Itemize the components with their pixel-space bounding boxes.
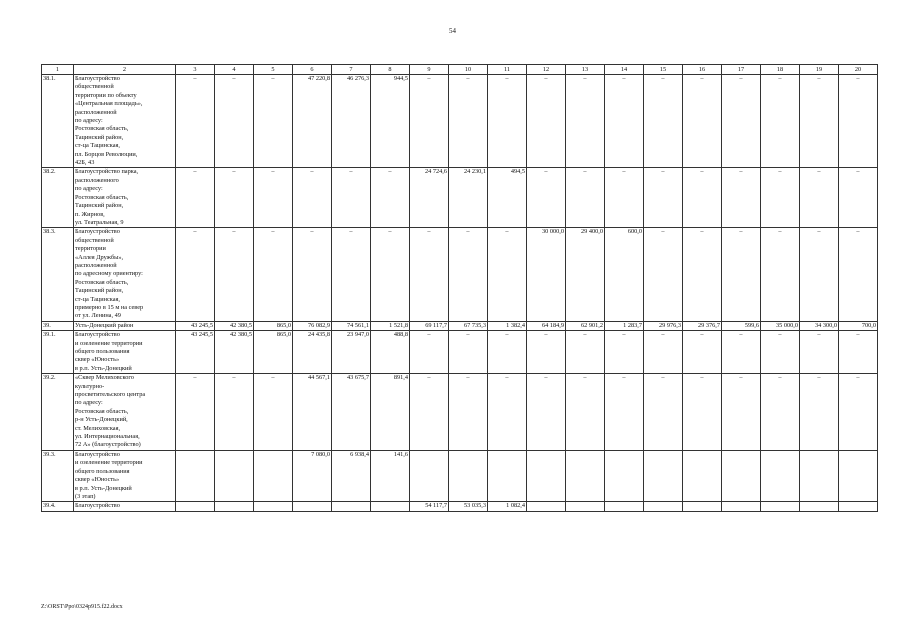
value-cell: 865,0	[254, 331, 293, 374]
value-cell	[371, 502, 410, 511]
row-number: 38.3.	[42, 228, 74, 321]
value-cell: –	[254, 75, 293, 168]
object-name: Благоустройство общественной территории по объекту «Центральная площадь», расположенной по адресу: Ростовская область, Тацинский район, ст-ца Тацинская, пл. Борцов Революции, 42Б, 43	[74, 75, 176, 168]
column-number: 16	[683, 65, 722, 75]
column-number: 2	[74, 65, 176, 75]
value-cell: 24 230,1	[449, 168, 488, 228]
row-number: 39.4.	[42, 502, 74, 511]
value-cell: –	[254, 228, 293, 321]
value-cell	[176, 450, 215, 501]
value-cell	[488, 450, 527, 501]
column-number: 6	[293, 65, 332, 75]
value-cell: –	[644, 75, 683, 168]
value-cell: 141,6	[371, 450, 410, 501]
value-cell: –	[293, 228, 332, 321]
value-cell	[254, 450, 293, 501]
column-number-header	[42, 65, 878, 75]
object-name: Благоустройство общественной территории «Аллея Дружбы», расположенной по адресному ориентиру: Ростовская область, Тацинский район, ст-ца Тацинская, примерно в 15 м на север от ул. Ленина, 49	[74, 228, 176, 321]
column-number: 10	[449, 65, 488, 75]
value-cell: –	[800, 331, 839, 374]
value-cell: –	[410, 75, 449, 168]
value-cell: –	[566, 331, 605, 374]
value-cell: 600,0	[605, 228, 644, 321]
value-cell	[839, 450, 878, 501]
value-cell	[683, 502, 722, 511]
value-cell: –	[488, 374, 527, 451]
value-cell: –	[605, 168, 644, 228]
value-cell: –	[839, 331, 878, 374]
value-cell	[566, 450, 605, 501]
value-cell: –	[800, 374, 839, 451]
value-cell: –	[215, 228, 254, 321]
value-cell: –	[527, 168, 566, 228]
value-cell: –	[644, 228, 683, 321]
column-number: 11	[488, 65, 527, 75]
value-cell: –	[800, 168, 839, 228]
object-name: Благоустройство и озеленение территории общего пользования сквер «Юность» в р.п. Усть-Донецкий	[74, 331, 176, 374]
value-cell	[215, 502, 254, 511]
value-cell	[527, 502, 566, 511]
value-cell: –	[332, 168, 371, 228]
value-cell: –	[722, 228, 761, 321]
value-cell: 488,8	[371, 331, 410, 374]
value-cell	[293, 502, 332, 511]
value-cell: –	[410, 331, 449, 374]
value-cell: –	[839, 228, 878, 321]
value-cell: 1 082,4	[488, 502, 527, 511]
value-cell	[176, 502, 215, 511]
row-number: 39.3.	[42, 450, 74, 501]
value-cell: 7 080,0	[293, 450, 332, 501]
value-cell: 599,6	[722, 321, 761, 330]
value-cell	[566, 502, 605, 511]
column-number: 4	[215, 65, 254, 75]
value-cell	[644, 450, 683, 501]
value-cell	[644, 502, 683, 511]
value-cell: –	[605, 75, 644, 168]
value-cell: –	[254, 168, 293, 228]
value-cell: –	[605, 374, 644, 451]
value-cell: –	[839, 374, 878, 451]
value-cell: –	[722, 168, 761, 228]
value-cell: 865,0	[254, 321, 293, 330]
value-cell: 1 521,8	[371, 321, 410, 330]
value-cell: –	[761, 75, 800, 168]
value-cell: –	[215, 75, 254, 168]
value-cell: –	[215, 374, 254, 451]
value-cell: 494,5	[488, 168, 527, 228]
column-number: 5	[254, 65, 293, 75]
value-cell: –	[722, 374, 761, 451]
value-cell: 46 276,3	[332, 75, 371, 168]
column-number: 17	[722, 65, 761, 75]
value-cell: 30 000,0	[527, 228, 566, 321]
value-cell: 64 184,9	[527, 321, 566, 330]
value-cell: –	[176, 228, 215, 321]
value-cell: 67 735,3	[449, 321, 488, 330]
value-cell: 6 938,4	[332, 450, 371, 501]
value-cell: 62 901,2	[566, 321, 605, 330]
table-row	[42, 228, 878, 321]
value-cell: –	[488, 228, 527, 321]
value-cell: 43 245,5	[176, 331, 215, 374]
value-cell: 43 675,7	[332, 374, 371, 451]
column-number: 1	[42, 65, 74, 75]
value-cell: –	[566, 374, 605, 451]
value-cell: 76 082,9	[293, 321, 332, 330]
column-number: 7	[332, 65, 371, 75]
value-cell: –	[449, 228, 488, 321]
value-cell: –	[683, 374, 722, 451]
value-cell: 69 117,7	[410, 321, 449, 330]
file-path: Z:\ORST\Ppo\0324p915.f22.docx	[41, 604, 123, 610]
value-cell: 700,0	[839, 321, 878, 330]
value-cell: –	[683, 228, 722, 321]
budget-table	[41, 64, 878, 512]
value-cell: –	[761, 228, 800, 321]
value-cell: –	[527, 374, 566, 451]
value-cell: –	[488, 331, 527, 374]
value-cell: –	[176, 374, 215, 451]
value-cell: –	[644, 331, 683, 374]
value-cell: –	[761, 331, 800, 374]
value-cell: 891,4	[371, 374, 410, 451]
value-cell	[761, 502, 800, 511]
value-cell: –	[449, 374, 488, 451]
value-cell	[332, 502, 371, 511]
table-row	[42, 321, 878, 330]
value-cell: –	[839, 75, 878, 168]
column-number: 9	[410, 65, 449, 75]
value-cell: –	[293, 168, 332, 228]
value-cell: –	[527, 331, 566, 374]
value-cell: –	[449, 331, 488, 374]
value-cell	[800, 502, 839, 511]
row-number: 39.2.	[42, 374, 74, 451]
column-number: 15	[644, 65, 683, 75]
value-cell	[254, 502, 293, 511]
value-cell	[410, 450, 449, 501]
value-cell: –	[722, 331, 761, 374]
value-cell	[527, 450, 566, 501]
value-cell	[605, 502, 644, 511]
column-number: 18	[761, 65, 800, 75]
page-number: 54	[449, 27, 456, 35]
object-name: Благоустройство	[74, 502, 176, 511]
row-number: 38.1.	[42, 75, 74, 168]
column-number: 19	[800, 65, 839, 75]
row-number: 38.2.	[42, 168, 74, 228]
column-number: 13	[566, 65, 605, 75]
value-cell: –	[254, 374, 293, 451]
value-cell: –	[215, 168, 254, 228]
value-cell	[800, 450, 839, 501]
value-cell: –	[566, 75, 605, 168]
value-cell: –	[761, 374, 800, 451]
value-cell	[722, 502, 761, 511]
value-cell: 44 567,1	[293, 374, 332, 451]
value-cell	[839, 502, 878, 511]
value-cell	[215, 450, 254, 501]
column-number: 8	[371, 65, 410, 75]
table-row	[42, 331, 878, 374]
value-cell: –	[644, 374, 683, 451]
value-cell: –	[761, 168, 800, 228]
value-cell: –	[410, 374, 449, 451]
table-row	[42, 374, 878, 451]
value-cell: –	[332, 228, 371, 321]
value-cell: –	[683, 168, 722, 228]
value-cell: –	[683, 75, 722, 168]
column-number: 14	[605, 65, 644, 75]
column-number: 12	[527, 65, 566, 75]
value-cell: –	[644, 168, 683, 228]
value-cell: 29 376,7	[683, 321, 722, 330]
value-cell: 42 380,5	[215, 321, 254, 330]
value-cell: 53 035,3	[449, 502, 488, 511]
value-cell: 29 976,3	[644, 321, 683, 330]
value-cell: –	[176, 168, 215, 228]
object-name: Усть-Донецкий район	[74, 321, 176, 330]
table-row	[42, 450, 878, 501]
object-name: Благоустройство парка, расположенного по адресу: Ростовская область, Тацинский район, п. Жирнов, ул. Театральная, 9	[74, 168, 176, 228]
value-cell: –	[488, 75, 527, 168]
value-cell: 23 947,0	[332, 331, 371, 374]
value-cell: 1 382,4	[488, 321, 527, 330]
row-number: 39.	[42, 321, 74, 330]
value-cell	[605, 450, 644, 501]
value-cell	[683, 450, 722, 501]
value-cell: 42 380,5	[215, 331, 254, 374]
value-cell: 43 245,5	[176, 321, 215, 330]
value-cell: –	[839, 168, 878, 228]
row-number: 39.1.	[42, 331, 74, 374]
table-row	[42, 75, 878, 168]
value-cell: –	[800, 228, 839, 321]
object-name: Благоустройство и озеленение территории общего пользования сквер «Юность» в р.п. Усть-Донецкий (3 этап)	[74, 450, 176, 501]
value-cell: –	[527, 75, 566, 168]
value-cell: –	[722, 75, 761, 168]
value-cell: –	[371, 168, 410, 228]
table-row	[42, 168, 878, 228]
value-cell: –	[683, 331, 722, 374]
value-cell: 29 400,0	[566, 228, 605, 321]
table-row	[42, 502, 878, 511]
value-cell: 1 283,7	[605, 321, 644, 330]
value-cell	[449, 450, 488, 501]
value-cell	[761, 450, 800, 501]
value-cell: 35 000,0	[761, 321, 800, 330]
column-number: 3	[176, 65, 215, 75]
value-cell: 24 435,8	[293, 331, 332, 374]
value-cell: 54 117,7	[410, 502, 449, 511]
value-cell: –	[371, 228, 410, 321]
value-cell: 24 724,6	[410, 168, 449, 228]
value-cell: –	[176, 75, 215, 168]
value-cell: –	[566, 168, 605, 228]
value-cell	[722, 450, 761, 501]
value-cell: 34 300,0	[800, 321, 839, 330]
object-name: «Сквер Мелиховского культурно- просветительского центра по адресу: Ростовская область, р-н Усть-Донецкий, ст. Мелиховская, ул. Интернациональная, 72 А» (благоустройство)	[74, 374, 176, 451]
column-number: 20	[839, 65, 878, 75]
value-cell: –	[605, 331, 644, 374]
value-cell: –	[800, 75, 839, 168]
value-cell: 944,5	[371, 75, 410, 168]
value-cell: 47 220,8	[293, 75, 332, 168]
value-cell: 74 561,1	[332, 321, 371, 330]
value-cell: –	[449, 75, 488, 168]
value-cell: –	[410, 228, 449, 321]
